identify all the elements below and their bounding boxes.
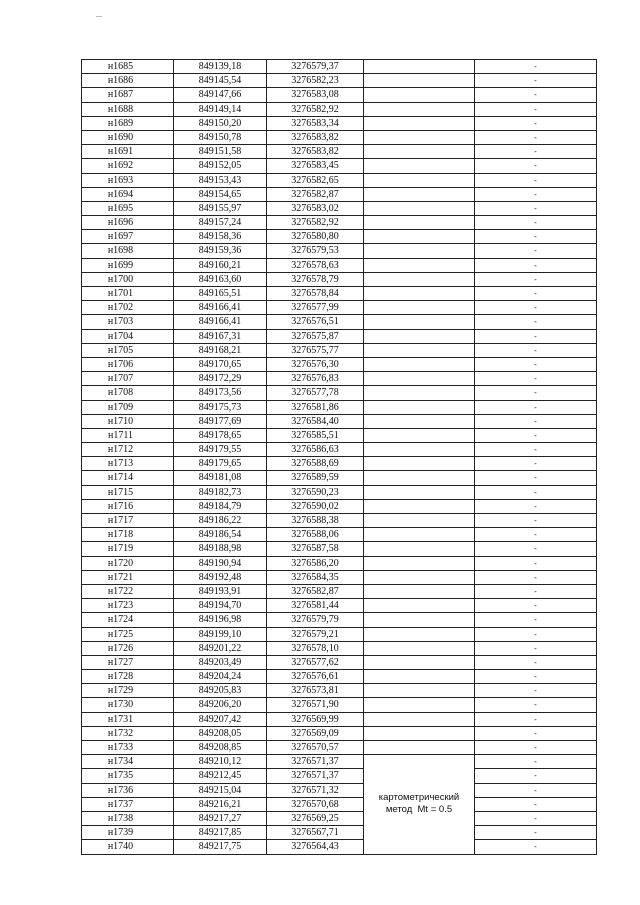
x-coordinate-cell: 849150,78 bbox=[174, 131, 267, 145]
accuracy-cell: - bbox=[475, 159, 597, 173]
accuracy-cell: - bbox=[475, 486, 597, 500]
point-name-cell: н1688 bbox=[82, 103, 174, 117]
accuracy-cell: - bbox=[475, 188, 597, 202]
accuracy-cell: - bbox=[475, 443, 597, 457]
point-name-cell: н1696 bbox=[82, 216, 174, 230]
accuracy-cell: - bbox=[475, 571, 597, 585]
accuracy-cell: - bbox=[475, 698, 597, 712]
point-name-cell: н1700 bbox=[82, 273, 174, 287]
method-cell bbox=[364, 145, 475, 159]
method-cell bbox=[364, 500, 475, 514]
y-coordinate-cell: 3276577,99 bbox=[267, 301, 364, 315]
x-coordinate-cell: 849215,04 bbox=[174, 784, 267, 798]
method-cell bbox=[364, 60, 475, 74]
accuracy-cell: - bbox=[475, 259, 597, 273]
x-coordinate-cell: 849167,31 bbox=[174, 330, 267, 344]
y-coordinate-cell: 3276564,43 bbox=[267, 840, 364, 854]
y-coordinate-cell: 3276582,92 bbox=[267, 216, 364, 230]
point-name-cell: н1721 bbox=[82, 571, 174, 585]
y-coordinate-cell: 3276579,79 bbox=[267, 613, 364, 627]
method-cell bbox=[364, 174, 475, 188]
y-coordinate-cell: 3276582,92 bbox=[267, 103, 364, 117]
y-coordinate-cell: 3276583,02 bbox=[267, 202, 364, 216]
accuracy-cell: - bbox=[475, 769, 597, 783]
x-coordinate-cell: 849205,83 bbox=[174, 684, 267, 698]
x-coordinate-cell: 849210,12 bbox=[174, 755, 267, 769]
method-cell bbox=[364, 599, 475, 613]
x-coordinate-cell: 849217,85 bbox=[174, 826, 267, 840]
method-cell bbox=[364, 188, 475, 202]
x-coordinate-cell: 849217,75 bbox=[174, 840, 267, 854]
accuracy-cell: - bbox=[475, 145, 597, 159]
y-coordinate-cell: 3276585,51 bbox=[267, 429, 364, 443]
point-name-cell: н1732 bbox=[82, 727, 174, 741]
point-name-cell: н1727 bbox=[82, 656, 174, 670]
x-coordinate-cell: 849152,05 bbox=[174, 159, 267, 173]
accuracy-cell: - bbox=[475, 826, 597, 840]
accuracy-cell: - bbox=[475, 372, 597, 386]
method-cell bbox=[364, 244, 475, 258]
x-coordinate-cell: 849181,08 bbox=[174, 471, 267, 485]
y-coordinate-cell: 3276582,23 bbox=[267, 74, 364, 88]
accuracy-cell: - bbox=[475, 755, 597, 769]
x-coordinate-cell: 849177,69 bbox=[174, 415, 267, 429]
accuracy-cell: - bbox=[475, 429, 597, 443]
y-coordinate-cell: 3276578,10 bbox=[267, 642, 364, 656]
method-cell bbox=[364, 386, 475, 400]
y-coordinate-cell: 3276575,87 bbox=[267, 330, 364, 344]
y-coordinate-cell: 3276573,81 bbox=[267, 684, 364, 698]
point-name-cell: н1735 bbox=[82, 769, 174, 783]
accuracy-cell: - bbox=[475, 599, 597, 613]
x-coordinate-cell: 849159,36 bbox=[174, 244, 267, 258]
method-cell bbox=[364, 401, 475, 415]
x-coordinate-cell: 849147,66 bbox=[174, 88, 267, 102]
y-coordinate-cell: 3276569,25 bbox=[267, 812, 364, 826]
method-cell bbox=[364, 88, 475, 102]
point-name-cell: н1712 bbox=[82, 443, 174, 457]
point-name-cell: н1728 bbox=[82, 670, 174, 684]
point-name-cell: н1733 bbox=[82, 741, 174, 755]
y-coordinate-cell: 3276580,80 bbox=[267, 230, 364, 244]
accuracy-cell: - bbox=[475, 784, 597, 798]
point-name-cell: н1738 bbox=[82, 812, 174, 826]
x-coordinate-cell: 849196,98 bbox=[174, 613, 267, 627]
y-coordinate-cell: 3276576,83 bbox=[267, 372, 364, 386]
method-cell bbox=[364, 415, 475, 429]
point-name-cell: н1692 bbox=[82, 159, 174, 173]
y-coordinate-cell: 3276571,37 bbox=[267, 769, 364, 783]
x-coordinate-cell: 849179,65 bbox=[174, 457, 267, 471]
method-cell bbox=[364, 429, 475, 443]
x-coordinate-cell: 849186,22 bbox=[174, 514, 267, 528]
x-coordinate-cell: 849194,70 bbox=[174, 599, 267, 613]
point-name-cell: н1730 bbox=[82, 698, 174, 712]
x-coordinate-cell: 849139,18 bbox=[174, 60, 267, 74]
point-name-cell: н1731 bbox=[82, 713, 174, 727]
accuracy-cell: - bbox=[475, 230, 597, 244]
method-cell bbox=[364, 713, 475, 727]
y-coordinate-cell: 3276579,21 bbox=[267, 628, 364, 642]
x-coordinate-cell: 849166,41 bbox=[174, 301, 267, 315]
method-cell bbox=[364, 557, 475, 571]
method-cell bbox=[364, 443, 475, 457]
point-name-cell: н1689 bbox=[82, 117, 174, 131]
point-name-cell: н1703 bbox=[82, 315, 174, 329]
point-name-cell: н1715 bbox=[82, 486, 174, 500]
accuracy-cell: - bbox=[475, 471, 597, 485]
method-merged-cell bbox=[364, 755, 475, 854]
point-name-cell: н1729 bbox=[82, 684, 174, 698]
y-coordinate-cell: 3276587,58 bbox=[267, 542, 364, 556]
point-name-cell: н1720 bbox=[82, 557, 174, 571]
x-coordinate-cell: 849206,20 bbox=[174, 698, 267, 712]
x-coordinate-cell: 849158,36 bbox=[174, 230, 267, 244]
point-name-cell: н1711 bbox=[82, 429, 174, 443]
y-coordinate-cell: 3276569,99 bbox=[267, 713, 364, 727]
y-coordinate-cell: 3276570,68 bbox=[267, 798, 364, 812]
y-coordinate-cell: 3276571,32 bbox=[267, 784, 364, 798]
x-coordinate-cell: 849154,65 bbox=[174, 188, 267, 202]
method-cell bbox=[364, 528, 475, 542]
x-coordinate-cell: 849178,65 bbox=[174, 429, 267, 443]
x-coordinate-cell: 849212,45 bbox=[174, 769, 267, 783]
y-coordinate-cell: 3276583,82 bbox=[267, 145, 364, 159]
accuracy-cell: - bbox=[475, 273, 597, 287]
y-coordinate-cell: 3276571,37 bbox=[267, 755, 364, 769]
accuracy-cell: - bbox=[475, 358, 597, 372]
x-coordinate-cell: 849155,97 bbox=[174, 202, 267, 216]
method-cell bbox=[364, 315, 475, 329]
accuracy-cell: - bbox=[475, 642, 597, 656]
accuracy-cell: - bbox=[475, 457, 597, 471]
x-coordinate-cell: 849217,27 bbox=[174, 812, 267, 826]
method-cell bbox=[364, 741, 475, 755]
method-cell bbox=[364, 202, 475, 216]
method-cell bbox=[364, 330, 475, 344]
accuracy-cell: - bbox=[475, 103, 597, 117]
point-name-cell: н1690 bbox=[82, 131, 174, 145]
accuracy-cell: - bbox=[475, 401, 597, 415]
method-cell bbox=[364, 471, 475, 485]
y-coordinate-cell: 3276583,08 bbox=[267, 88, 364, 102]
x-coordinate-cell: 849208,05 bbox=[174, 727, 267, 741]
accuracy-cell: - bbox=[475, 386, 597, 400]
y-coordinate-cell: 3276584,35 bbox=[267, 571, 364, 585]
point-name-cell: н1693 bbox=[82, 174, 174, 188]
x-coordinate-cell: 849173,56 bbox=[174, 386, 267, 400]
x-coordinate-cell: 849151,58 bbox=[174, 145, 267, 159]
point-name-cell: н1699 bbox=[82, 259, 174, 273]
method-cell bbox=[364, 287, 475, 301]
point-name-cell: н1740 bbox=[82, 840, 174, 854]
point-name-cell: н1686 bbox=[82, 74, 174, 88]
method-cell bbox=[364, 131, 475, 145]
accuracy-cell: - bbox=[475, 840, 597, 854]
x-coordinate-cell: 849166,41 bbox=[174, 315, 267, 329]
y-coordinate-cell: 3276577,78 bbox=[267, 386, 364, 400]
y-coordinate-cell: 3276588,06 bbox=[267, 528, 364, 542]
y-coordinate-cell: 3276583,45 bbox=[267, 159, 364, 173]
point-name-cell: н1707 bbox=[82, 372, 174, 386]
accuracy-cell: - bbox=[475, 613, 597, 627]
point-name-cell: н1702 bbox=[82, 301, 174, 315]
y-coordinate-cell: 3276582,87 bbox=[267, 585, 364, 599]
accuracy-cell: - bbox=[475, 216, 597, 230]
accuracy-cell: - bbox=[475, 88, 597, 102]
point-name-cell: н1734 bbox=[82, 755, 174, 769]
accuracy-cell: - bbox=[475, 542, 597, 556]
accuracy-cell: - bbox=[475, 812, 597, 826]
y-coordinate-cell: 3276576,51 bbox=[267, 315, 364, 329]
x-coordinate-cell: 849207,42 bbox=[174, 713, 267, 727]
y-coordinate-cell: 3276579,53 bbox=[267, 244, 364, 258]
method-cell bbox=[364, 230, 475, 244]
x-coordinate-cell: 849216,21 bbox=[174, 798, 267, 812]
accuracy-cell: - bbox=[475, 628, 597, 642]
y-coordinate-cell: 3276571,90 bbox=[267, 698, 364, 712]
y-coordinate-cell: 3276576,30 bbox=[267, 358, 364, 372]
x-coordinate-cell: 849157,24 bbox=[174, 216, 267, 230]
y-coordinate-cell: 3276582,65 bbox=[267, 174, 364, 188]
accuracy-cell: - bbox=[475, 117, 597, 131]
accuracy-cell: - bbox=[475, 670, 597, 684]
x-coordinate-cell: 849172,29 bbox=[174, 372, 267, 386]
accuracy-cell: - bbox=[475, 131, 597, 145]
accuracy-cell: - bbox=[475, 713, 597, 727]
point-name-cell: н1739 bbox=[82, 826, 174, 840]
x-coordinate-cell: 849201,22 bbox=[174, 642, 267, 656]
point-name-cell: н1701 bbox=[82, 287, 174, 301]
accuracy-cell: - bbox=[475, 798, 597, 812]
point-name-cell: н1697 bbox=[82, 230, 174, 244]
accuracy-cell: - bbox=[475, 500, 597, 514]
method-cell bbox=[364, 642, 475, 656]
point-name-cell: н1717 bbox=[82, 514, 174, 528]
accuracy-cell: - bbox=[475, 74, 597, 88]
y-coordinate-cell: 3276578,84 bbox=[267, 287, 364, 301]
point-name-cell: н1704 bbox=[82, 330, 174, 344]
x-coordinate-cell: 849184,79 bbox=[174, 500, 267, 514]
x-coordinate-cell: 849188,98 bbox=[174, 542, 267, 556]
point-name-cell: н1691 bbox=[82, 145, 174, 159]
method-cell bbox=[364, 117, 475, 131]
point-name-cell: н1719 bbox=[82, 542, 174, 556]
accuracy-cell: - bbox=[475, 244, 597, 258]
method-line-2: метод Mt = 0.5 bbox=[385, 804, 453, 816]
accuracy-cell: - bbox=[475, 557, 597, 571]
point-name-cell: н1713 bbox=[82, 457, 174, 471]
method-cell bbox=[364, 344, 475, 358]
y-coordinate-cell: 3276583,34 bbox=[267, 117, 364, 131]
x-coordinate-cell: 849186,54 bbox=[174, 528, 267, 542]
method-cell bbox=[364, 571, 475, 585]
accuracy-cell: - bbox=[475, 415, 597, 429]
point-name-cell: н1736 bbox=[82, 784, 174, 798]
method-cell bbox=[364, 273, 475, 287]
method-cell bbox=[364, 457, 475, 471]
accuracy-cell: - bbox=[475, 585, 597, 599]
method-cell bbox=[364, 103, 475, 117]
x-coordinate-cell: 849149,14 bbox=[174, 103, 267, 117]
method-cell bbox=[364, 670, 475, 684]
accuracy-cell: - bbox=[475, 60, 597, 74]
x-coordinate-cell: 849179,55 bbox=[174, 443, 267, 457]
y-coordinate-cell: 3276576,61 bbox=[267, 670, 364, 684]
accuracy-cell: - bbox=[475, 727, 597, 741]
y-coordinate-cell: 3276590,02 bbox=[267, 500, 364, 514]
x-coordinate-cell: 849193,91 bbox=[174, 585, 267, 599]
y-coordinate-cell: 3276590,23 bbox=[267, 486, 364, 500]
y-coordinate-cell: 3276569,09 bbox=[267, 727, 364, 741]
x-coordinate-cell: 849182,73 bbox=[174, 486, 267, 500]
y-coordinate-cell: 3276589,59 bbox=[267, 471, 364, 485]
x-coordinate-cell: 849204,24 bbox=[174, 670, 267, 684]
y-coordinate-cell: 3276588,69 bbox=[267, 457, 364, 471]
y-coordinate-cell: 3276588,38 bbox=[267, 514, 364, 528]
x-coordinate-cell: 849175,73 bbox=[174, 401, 267, 415]
point-name-cell: н1706 bbox=[82, 358, 174, 372]
method-cell bbox=[364, 514, 475, 528]
x-coordinate-cell: 849190,94 bbox=[174, 557, 267, 571]
method-cell bbox=[364, 486, 475, 500]
y-coordinate-cell: 3276581,44 bbox=[267, 599, 364, 613]
point-name-cell: н1725 bbox=[82, 628, 174, 642]
accuracy-cell: - bbox=[475, 202, 597, 216]
accuracy-cell: - bbox=[475, 656, 597, 670]
y-coordinate-cell: 3276579,37 bbox=[267, 60, 364, 74]
accuracy-cell: - bbox=[475, 514, 597, 528]
point-name-cell: н1726 bbox=[82, 642, 174, 656]
y-coordinate-cell: 3276578,63 bbox=[267, 259, 364, 273]
scan-mark bbox=[96, 16, 102, 17]
point-name-cell: н1698 bbox=[82, 244, 174, 258]
accuracy-cell: - bbox=[475, 287, 597, 301]
method-cell bbox=[364, 301, 475, 315]
method-cell bbox=[364, 656, 475, 670]
method-cell bbox=[364, 159, 475, 173]
x-coordinate-cell: 849208,85 bbox=[174, 741, 267, 755]
x-coordinate-cell: 849160,21 bbox=[174, 259, 267, 273]
accuracy-cell: - bbox=[475, 315, 597, 329]
accuracy-cell: - bbox=[475, 684, 597, 698]
point-name-cell: н1722 bbox=[82, 585, 174, 599]
point-name-cell: н1695 bbox=[82, 202, 174, 216]
point-name-cell: н1694 bbox=[82, 188, 174, 202]
accuracy-cell: - bbox=[475, 528, 597, 542]
method-text bbox=[379, 792, 459, 816]
y-coordinate-cell: 3276583,82 bbox=[267, 131, 364, 145]
method-cell bbox=[364, 585, 475, 599]
accuracy-cell: - bbox=[475, 741, 597, 755]
method-cell bbox=[364, 684, 475, 698]
method-cell bbox=[364, 727, 475, 741]
point-name-cell: н1737 bbox=[82, 798, 174, 812]
y-coordinate-cell: 3276575,77 bbox=[267, 344, 364, 358]
x-coordinate-cell: 849145,54 bbox=[174, 74, 267, 88]
method-cell bbox=[364, 542, 475, 556]
method-cell bbox=[364, 358, 475, 372]
method-cell bbox=[364, 628, 475, 642]
y-coordinate-cell: 3276570,57 bbox=[267, 741, 364, 755]
coordinates-table bbox=[81, 59, 597, 855]
x-coordinate-cell: 849192,48 bbox=[174, 571, 267, 585]
accuracy-cell: - bbox=[475, 301, 597, 315]
point-name-cell: н1687 bbox=[82, 88, 174, 102]
y-coordinate-cell: 3276578,79 bbox=[267, 273, 364, 287]
point-name-cell: н1718 bbox=[82, 528, 174, 542]
point-name-cell: н1685 bbox=[82, 60, 174, 74]
x-coordinate-cell: 849203,49 bbox=[174, 656, 267, 670]
y-coordinate-cell: 3276584,40 bbox=[267, 415, 364, 429]
x-coordinate-cell: 849165,51 bbox=[174, 287, 267, 301]
method-cell bbox=[364, 698, 475, 712]
x-coordinate-cell: 849170,65 bbox=[174, 358, 267, 372]
method-line-1: картометрический bbox=[378, 792, 460, 804]
point-name-cell: н1723 bbox=[82, 599, 174, 613]
point-name-cell: н1716 bbox=[82, 500, 174, 514]
method-cell bbox=[364, 216, 475, 230]
method-cell bbox=[364, 613, 475, 627]
accuracy-cell: - bbox=[475, 174, 597, 188]
y-coordinate-cell: 3276586,20 bbox=[267, 557, 364, 571]
y-coordinate-cell: 3276567,71 bbox=[267, 826, 364, 840]
point-name-cell: н1708 bbox=[82, 386, 174, 400]
y-coordinate-cell: 3276581,86 bbox=[267, 401, 364, 415]
method-cell bbox=[364, 259, 475, 273]
x-coordinate-cell: 849168,21 bbox=[174, 344, 267, 358]
x-coordinate-cell: 849199,10 bbox=[174, 628, 267, 642]
y-coordinate-cell: 3276586,63 bbox=[267, 443, 364, 457]
point-name-cell: н1724 bbox=[82, 613, 174, 627]
point-name-cell: н1705 bbox=[82, 344, 174, 358]
point-name-cell: н1714 bbox=[82, 471, 174, 485]
method-cell bbox=[364, 372, 475, 386]
y-coordinate-cell: 3276582,87 bbox=[267, 188, 364, 202]
point-name-cell: н1709 bbox=[82, 401, 174, 415]
method-cell bbox=[364, 74, 475, 88]
point-name-cell: н1710 bbox=[82, 415, 174, 429]
accuracy-cell: - bbox=[475, 330, 597, 344]
y-coordinate-cell: 3276577,62 bbox=[267, 656, 364, 670]
accuracy-cell: - bbox=[475, 344, 597, 358]
x-coordinate-cell: 849150,20 bbox=[174, 117, 267, 131]
x-coordinate-cell: 849153,43 bbox=[174, 174, 267, 188]
x-coordinate-cell: 849163,60 bbox=[174, 273, 267, 287]
